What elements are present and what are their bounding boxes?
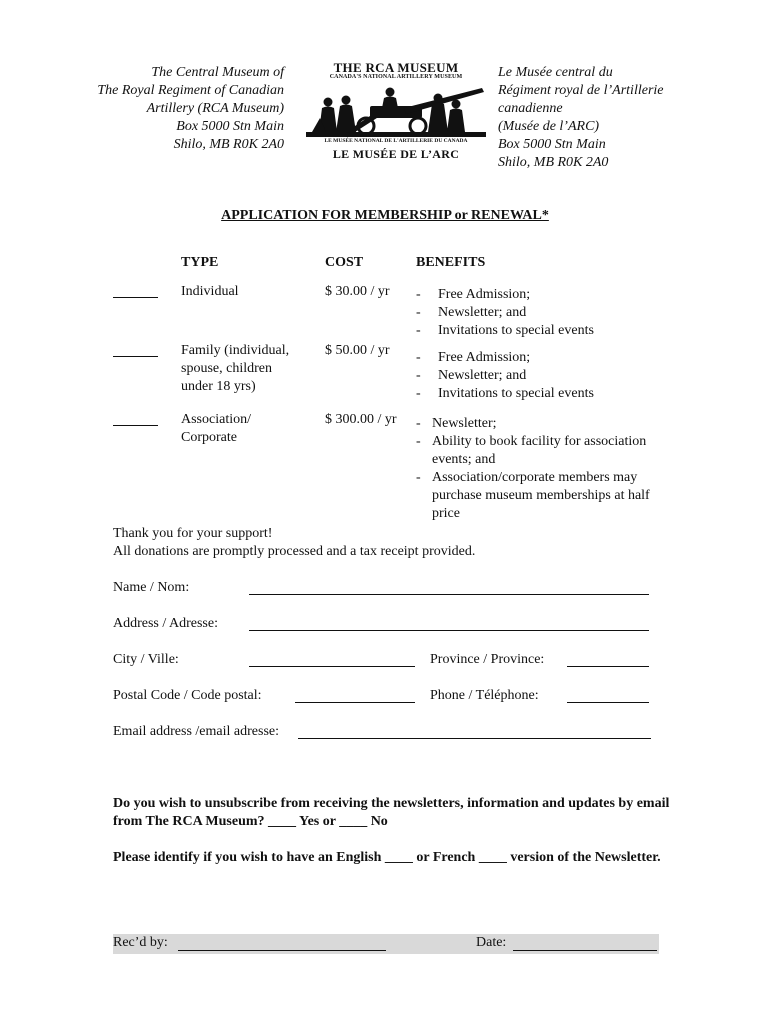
rca-museum-logo xyxy=(300,60,492,170)
logo-title: THE RCA MUSEUM xyxy=(333,60,459,75)
benefit-item: - Free Admission; xyxy=(416,287,531,302)
city-label: City / Ville: xyxy=(113,652,179,667)
family-checkbox-line[interactable] xyxy=(113,356,158,357)
membership-type xyxy=(181,283,239,301)
email-label: Email address /email adresse: xyxy=(113,724,279,739)
membership-cost: $ 30.00 / yr xyxy=(325,284,390,299)
english-address xyxy=(60,64,284,154)
address-field[interactable] xyxy=(249,630,649,631)
type-line: Individual xyxy=(181,284,239,299)
address-line: The Central Museum of xyxy=(151,65,284,80)
type-line: spouse, children xyxy=(181,361,272,376)
benefits-list xyxy=(416,286,676,340)
email-field[interactable] xyxy=(298,738,651,739)
type-line: under 18 yrs) xyxy=(181,379,256,394)
address-line: Le Musée central du xyxy=(498,65,613,80)
membership-type xyxy=(181,411,251,447)
address-line: Box 5000 Stn Main xyxy=(498,137,606,152)
address-line: Régiment royal de l’Artillerie xyxy=(498,83,664,98)
postal-code-field[interactable] xyxy=(295,702,415,703)
date-label: Date: xyxy=(476,935,507,950)
address-line: Shilo, MB R0K 2A0 xyxy=(498,155,609,170)
name-field[interactable] xyxy=(249,594,649,595)
benefit-item: - Newsletter; xyxy=(416,416,497,431)
membership-type xyxy=(181,342,289,396)
phone-label: Phone / Téléphone: xyxy=(430,688,539,703)
membership-cost: $ 50.00 / yr xyxy=(325,343,390,358)
membership-cost: $ 300.00 / yr xyxy=(325,412,397,427)
address-line: Box 5000 Stn Main xyxy=(176,119,284,134)
province-field[interactable] xyxy=(567,666,649,667)
cost-column-header: COST xyxy=(325,255,364,270)
type-line: Family (individual, xyxy=(181,343,290,358)
association-checkbox-line[interactable] xyxy=(113,425,158,426)
form-title: APPLICATION FOR MEMBERSHIP or RENEWAL* xyxy=(221,208,549,223)
benefits-list xyxy=(416,349,676,403)
address-line: Artillery (RCA Museum) xyxy=(146,101,284,116)
logo-french-title: LE MUSÉE DE L’ARC xyxy=(332,147,460,161)
address-line: The Royal Regiment of Canadian xyxy=(97,83,284,98)
type-line: Association/ xyxy=(181,412,251,427)
unsubscribe-question: Do you wish to unsubscribe from receiving the newsletters, information and updates by email from The RCA Museum? ____ Yes or ____ No xyxy=(113,796,670,829)
address-line: canadienne xyxy=(498,101,563,116)
thanks-note xyxy=(113,525,475,561)
postal-code-label: Postal Code / Code postal: xyxy=(113,688,262,703)
benefit-item: - Free Admission; xyxy=(416,350,531,365)
name-label: Name / Nom: xyxy=(113,580,190,595)
received-by-field[interactable] xyxy=(178,950,386,951)
logo-subtitle: CANADA'S NATIONAL ARTILLERY MUSEUM xyxy=(329,74,463,80)
benefit-item: - Association/corporate members may xyxy=(416,470,638,485)
address-line: (Musée de l’ARC) xyxy=(498,119,600,134)
benefit-item: purchase museum memberships at half xyxy=(432,488,650,503)
benefit-item: price xyxy=(432,506,460,521)
artillery-crew-silhouette-icon xyxy=(306,82,486,138)
benefit-item: - Invitations to special events xyxy=(416,386,594,401)
thanks-line: Thank you for your support! xyxy=(113,526,273,541)
type-line: Corporate xyxy=(181,430,237,445)
office-use-bar xyxy=(113,934,659,954)
logo-french-subtitle: LE MUSÉE NATIONAL DE L'ARTILLERIE DU CANADA xyxy=(324,138,468,144)
address-label: Address / Adresse: xyxy=(113,616,218,631)
benefit-item: events; and xyxy=(432,452,496,467)
benefits-column-header: BENEFITS xyxy=(416,255,486,270)
benefit-item: - Newsletter; and xyxy=(416,368,527,383)
benefits-list xyxy=(416,415,686,523)
benefit-item: - Newsletter; and xyxy=(416,305,527,320)
french-address xyxy=(498,64,728,172)
benefit-item: - Invitations to special events xyxy=(416,323,594,338)
individual-checkbox-line[interactable] xyxy=(113,297,158,298)
thanks-line: All donations are promptly processed and a tax receipt provided. xyxy=(113,544,476,559)
city-field[interactable] xyxy=(249,666,415,667)
type-column-header: TYPE xyxy=(181,255,219,270)
phone-field[interactable] xyxy=(567,702,649,703)
language-question: Please identify if you wish to have an English ____ or French ____ version of the Newsletter. xyxy=(113,850,661,865)
benefit-item: - Ability to book facility for association xyxy=(416,434,647,449)
received-by-label: Rec’d by: xyxy=(113,935,168,950)
address-line: Shilo, MB R0K 2A0 xyxy=(173,137,284,152)
date-field[interactable] xyxy=(513,950,657,951)
province-label: Province / Province: xyxy=(430,652,545,667)
